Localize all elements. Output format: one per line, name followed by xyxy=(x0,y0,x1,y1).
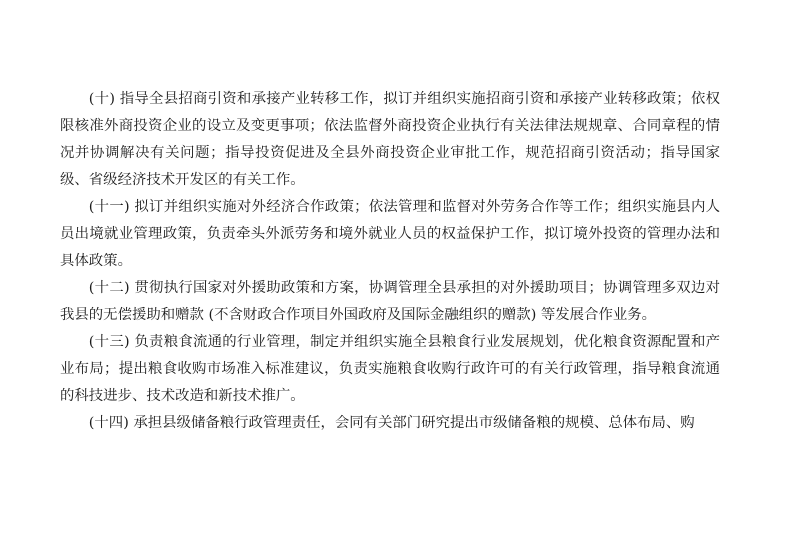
paragraph-item-12: (十二) 贯彻执行国家对外援助政策和方案，协调管理全县承担的对外援助项目；协调管理多双边对我县的无偿援助和赠款 (不含财政合作项目外国政府及国际金融组织的赠款) 等发展合作业务。 xyxy=(60,280,720,323)
paragraph-item-14: (十四) 承担县级储备粮行政管理责任，会同有关部门研究提出市级储备粮的规模、总体布局、购 xyxy=(88,415,695,431)
paragraph-item-11: (十一) 拟订并组织实施对外经济合作政策；依法管理和监督对外劳务合作等工作；组织实施县内人员出境就业管理政策，负责牵头外派劳务和境外就业人员的权益保护工作，拟订境外投资的管理办法和具体政策。 xyxy=(60,199,720,269)
paragraph-item-10: (十) 指导全县招商引资和承接产业转移工作，拟订并组织实施招商引资和承接产业转移政策；依权限核准外商投资企业的设立及变更事项；依法监督外商投资企业执行有关法律法规规章、合同章程的情况并协调解决有关问题；指导投资促进及全县外商投资企业审批工作，规范招商引资活动；指导国家级、省级经济技术开发区的有关工作。 xyxy=(60,91,720,188)
paragraph-item-13: (十三) 负责粮食流通的行业管理，制定并组织实施全县粮食行业发展规划，优化粮食资源配置和产业布局；提出粮食收购市场准入标准建议，负责实施粮食收购行政许可的有关行政管理，指导粮食流通的科技进步、技术改造和新技术推广。 xyxy=(60,334,720,404)
document-body xyxy=(60,86,720,437)
